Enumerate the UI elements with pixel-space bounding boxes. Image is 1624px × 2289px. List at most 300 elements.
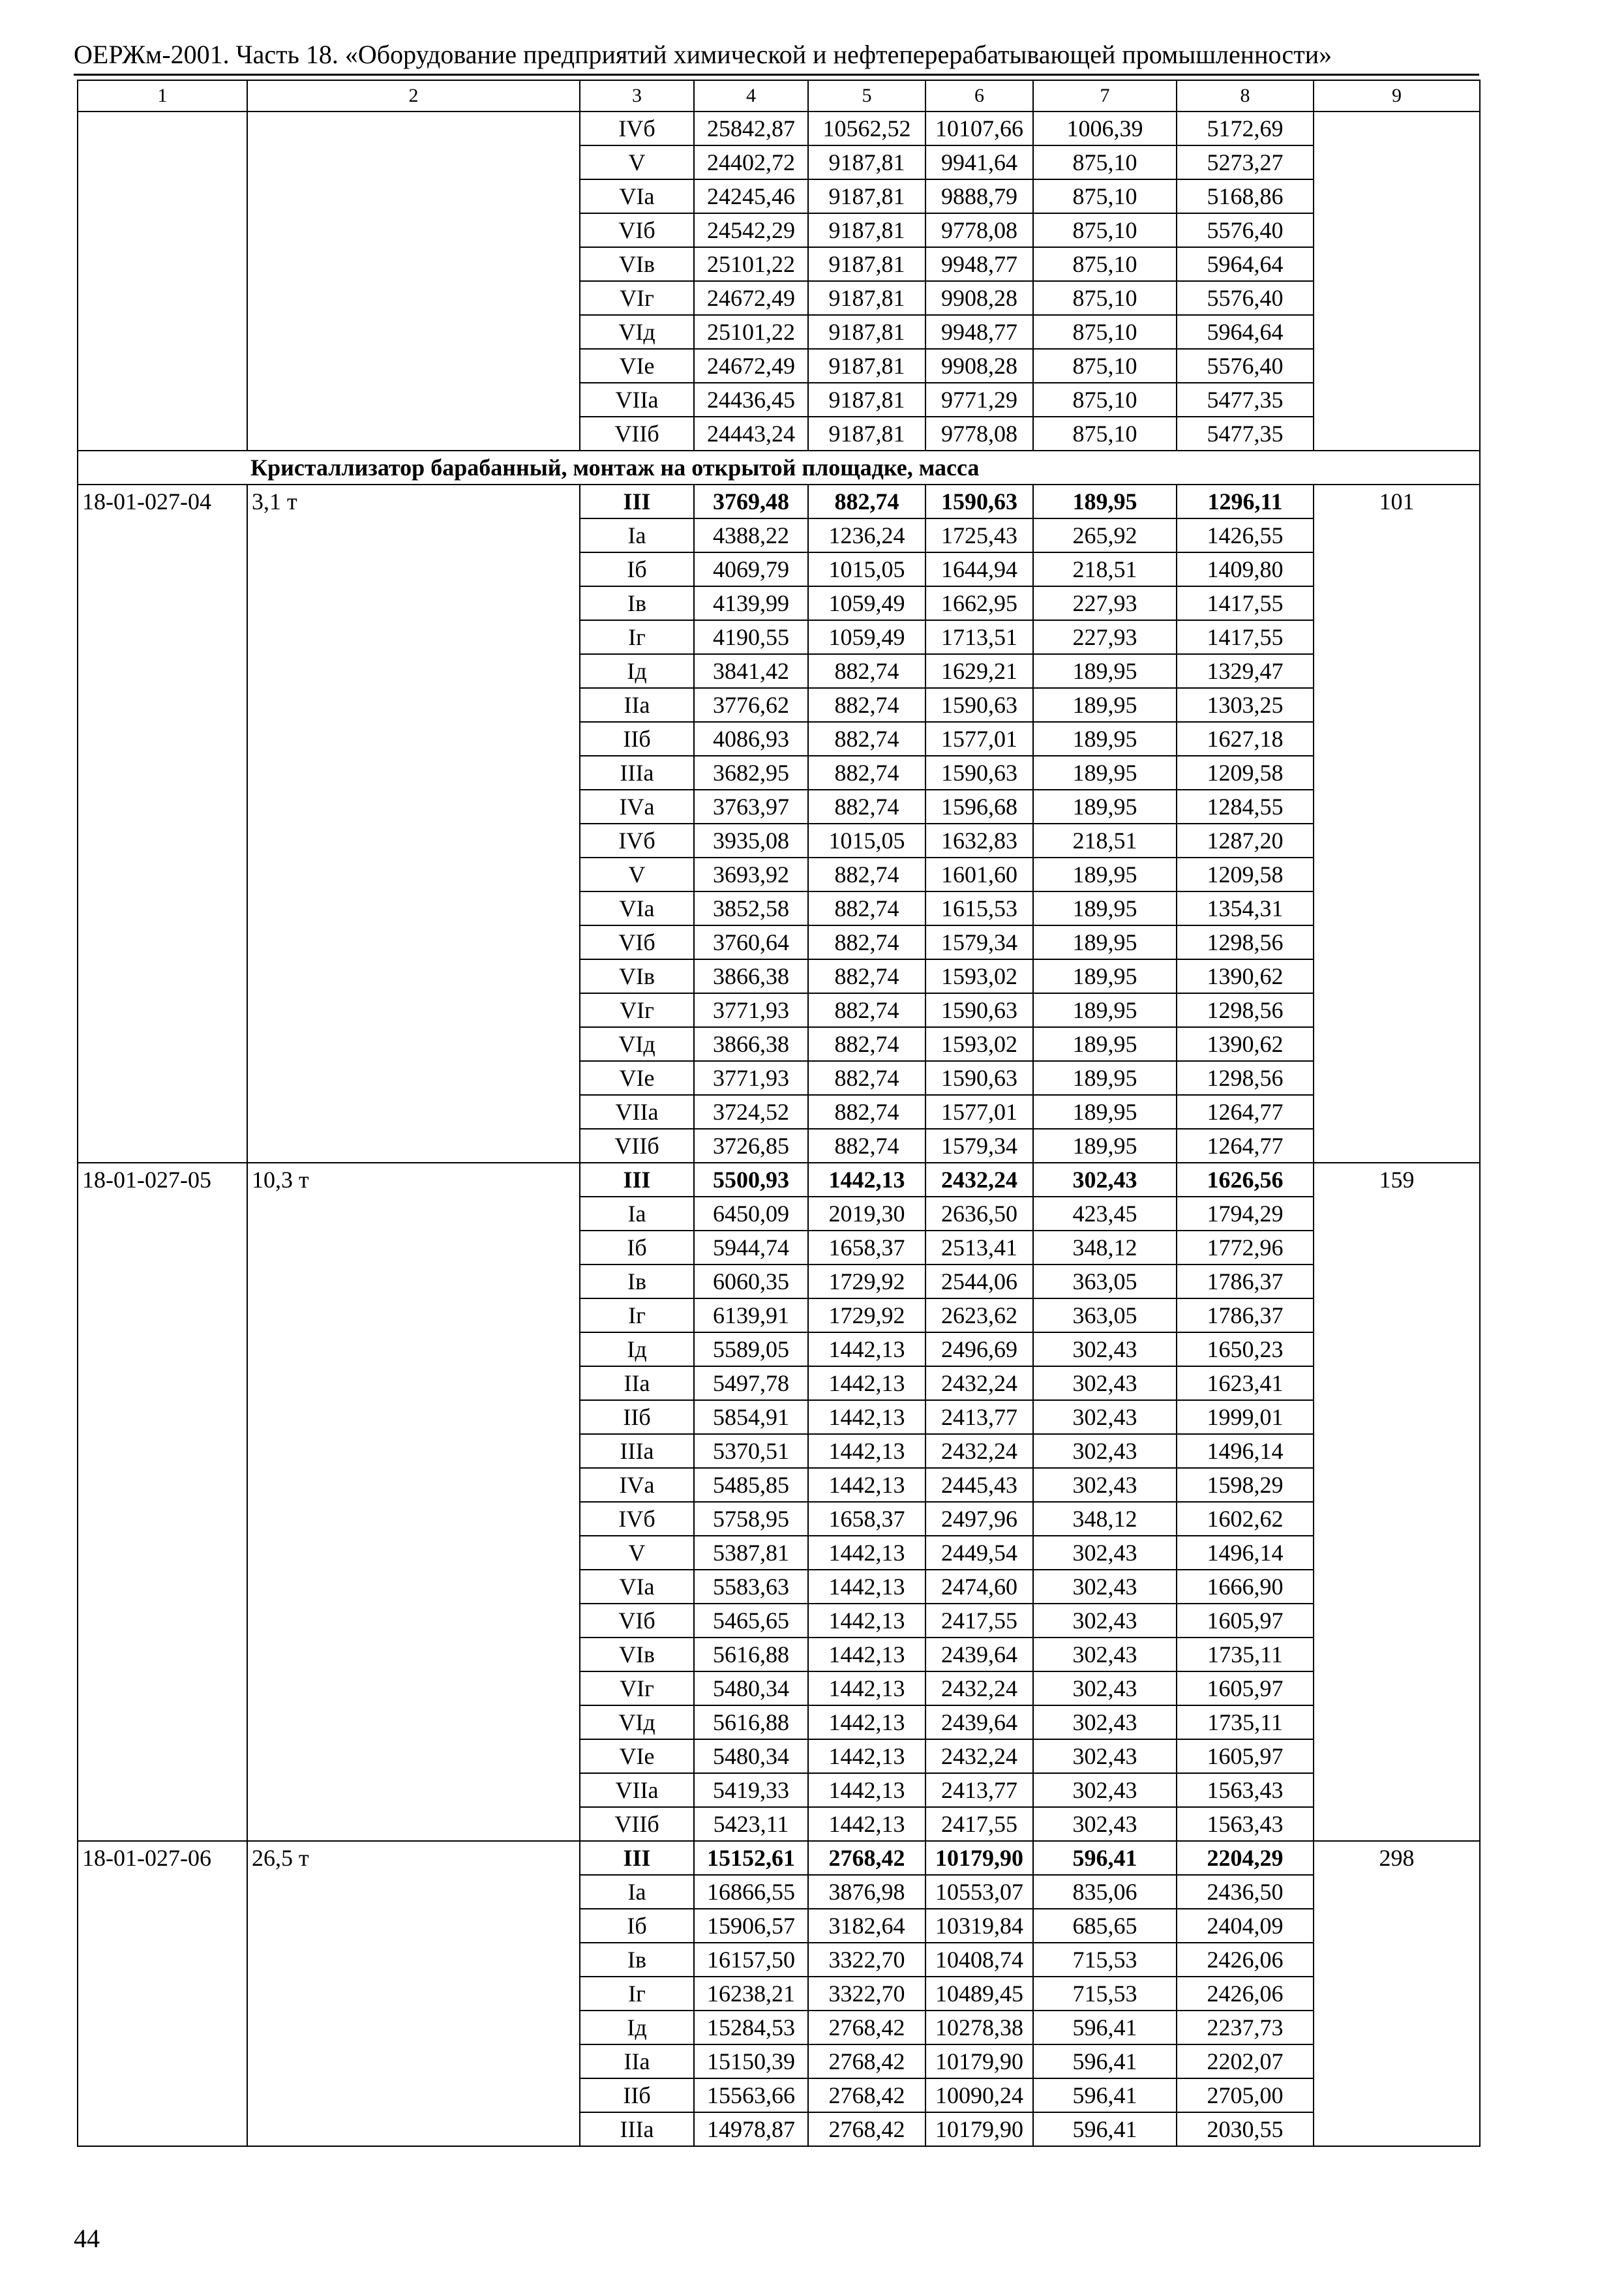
- column-number: 7: [1033, 80, 1177, 112]
- zone-cell: Iа: [580, 518, 694, 552]
- value-cell: 2705,00: [1177, 2078, 1314, 2112]
- column-number: 5: [808, 80, 925, 112]
- value-cell: 875,10: [1033, 247, 1177, 281]
- value-cell: 9187,81: [808, 213, 925, 247]
- header-rule: [74, 74, 1479, 76]
- value-cell: 5465,65: [694, 1604, 808, 1638]
- zone-cell: Iг: [580, 1977, 694, 2011]
- column-9-cell: [1314, 112, 1480, 451]
- zone-cell: III: [580, 1841, 694, 1875]
- value-cell: 5589,05: [694, 1332, 808, 1366]
- value-cell: 189,95: [1033, 654, 1177, 688]
- value-cell: 189,95: [1033, 959, 1177, 993]
- value-cell: 596,41: [1033, 2011, 1177, 2044]
- zone-cell: Iг: [580, 620, 694, 654]
- value-cell: 302,43: [1033, 1773, 1177, 1807]
- value-cell: 302,43: [1033, 1604, 1177, 1638]
- value-cell: 189,95: [1033, 790, 1177, 824]
- zone-cell: VIв: [580, 959, 694, 993]
- value-cell: 9948,77: [925, 315, 1033, 349]
- value-cell: 882,74: [808, 858, 925, 891]
- value-cell: 1596,68: [925, 790, 1033, 824]
- value-cell: 218,51: [1033, 824, 1177, 858]
- value-cell: 2019,30: [808, 1197, 925, 1231]
- value-cell: 1442,13: [808, 1773, 925, 1807]
- value-cell: 2432,24: [925, 1739, 1033, 1773]
- zone-cell: VIIа: [580, 1773, 694, 1807]
- zone-cell: VIд: [580, 1027, 694, 1061]
- value-cell: 3763,97: [694, 790, 808, 824]
- value-cell: 3841,42: [694, 654, 808, 688]
- zone-cell: VIд: [580, 315, 694, 349]
- value-cell: 2768,42: [808, 1841, 925, 1875]
- value-cell: 596,41: [1033, 1841, 1177, 1875]
- zone-cell: Iв: [580, 586, 694, 620]
- value-cell: 875,10: [1033, 383, 1177, 417]
- value-cell: 1236,24: [808, 518, 925, 552]
- value-cell: 4139,99: [694, 586, 808, 620]
- column-number: 1: [78, 80, 247, 112]
- value-cell: 1287,20: [1177, 824, 1314, 858]
- code-cell: 18-01-027-04: [78, 485, 247, 1163]
- value-cell: 882,74: [808, 790, 925, 824]
- value-cell: 1354,31: [1177, 891, 1314, 925]
- value-cell: 1794,29: [1177, 1197, 1314, 1231]
- value-cell: 882,74: [808, 959, 925, 993]
- zone-cell: IIб: [580, 2078, 694, 2112]
- value-cell: 1662,95: [925, 586, 1033, 620]
- value-cell: 10179,90: [925, 1841, 1033, 1875]
- value-cell: 596,41: [1033, 2112, 1177, 2146]
- description-cell: 26,5 т: [247, 1841, 580, 2146]
- value-cell: 5854,91: [694, 1400, 808, 1434]
- value-cell: 25842,87: [694, 112, 808, 145]
- value-cell: 24672,49: [694, 349, 808, 383]
- zone-cell: VIб: [580, 213, 694, 247]
- value-cell: 1577,01: [925, 722, 1033, 756]
- value-cell: 1329,47: [1177, 654, 1314, 688]
- value-cell: 189,95: [1033, 485, 1177, 518]
- value-cell: 1598,29: [1177, 1468, 1314, 1502]
- value-cell: 9187,81: [808, 315, 925, 349]
- value-cell: 10278,38: [925, 2011, 1033, 2044]
- table-row: [78, 112, 1480, 145]
- value-cell: 227,93: [1033, 620, 1177, 654]
- value-cell: 3771,93: [694, 1061, 808, 1095]
- value-cell: 1442,13: [808, 1434, 925, 1468]
- value-cell: 875,10: [1033, 315, 1177, 349]
- value-cell: 1442,13: [808, 1163, 925, 1197]
- value-cell: 10408,74: [925, 1943, 1033, 1977]
- value-cell: 1627,18: [1177, 722, 1314, 756]
- zone-cell: V: [580, 145, 694, 179]
- value-cell: 596,41: [1033, 2044, 1177, 2078]
- value-cell: 875,10: [1033, 213, 1177, 247]
- value-cell: 2432,24: [925, 1163, 1033, 1197]
- value-cell: 2432,24: [925, 1366, 1033, 1400]
- value-cell: 2413,77: [925, 1773, 1033, 1807]
- zone-cell: IIа: [580, 688, 694, 722]
- value-cell: 875,10: [1033, 145, 1177, 179]
- value-cell: 3322,70: [808, 1943, 925, 1977]
- value-cell: 227,93: [1033, 586, 1177, 620]
- zone-cell: VIд: [580, 1705, 694, 1739]
- value-cell: 302,43: [1033, 1536, 1177, 1570]
- value-cell: 189,95: [1033, 1095, 1177, 1129]
- value-cell: 5576,40: [1177, 349, 1314, 383]
- value-cell: 9941,64: [925, 145, 1033, 179]
- value-cell: 1650,23: [1177, 1332, 1314, 1366]
- zone-cell: VIIб: [580, 1807, 694, 1841]
- value-cell: 1729,92: [808, 1264, 925, 1298]
- value-cell: 9187,81: [808, 383, 925, 417]
- zone-cell: VIв: [580, 1638, 694, 1671]
- zone-cell: Iв: [580, 1264, 694, 1298]
- value-cell: 1390,62: [1177, 1027, 1314, 1061]
- value-cell: 302,43: [1033, 1671, 1177, 1705]
- value-cell: 1209,58: [1177, 858, 1314, 891]
- value-cell: 875,10: [1033, 179, 1177, 213]
- value-cell: 9187,81: [808, 179, 925, 213]
- column-number: 8: [1177, 80, 1314, 112]
- code-cell: [78, 112, 247, 451]
- value-cell: 3935,08: [694, 824, 808, 858]
- value-cell: 1999,01: [1177, 1400, 1314, 1434]
- value-cell: 363,05: [1033, 1298, 1177, 1332]
- zone-cell: IIIа: [580, 1434, 694, 1468]
- value-cell: 302,43: [1033, 1366, 1177, 1400]
- code-cell: 18-01-027-06: [78, 1841, 247, 2146]
- value-cell: 1729,92: [808, 1298, 925, 1332]
- value-cell: 882,74: [808, 925, 925, 959]
- value-cell: 189,95: [1033, 993, 1177, 1027]
- value-cell: 9187,81: [808, 417, 925, 451]
- zone-cell: Iд: [580, 654, 694, 688]
- value-cell: 302,43: [1033, 1638, 1177, 1671]
- value-cell: 5497,78: [694, 1366, 808, 1400]
- value-cell: 10179,90: [925, 2112, 1033, 2146]
- value-cell: 2474,60: [925, 1570, 1033, 1604]
- value-cell: 1590,63: [925, 688, 1033, 722]
- value-cell: 1496,14: [1177, 1536, 1314, 1570]
- value-cell: 1632,83: [925, 824, 1033, 858]
- value-cell: 715,53: [1033, 1943, 1177, 1977]
- value-cell: 2439,64: [925, 1638, 1033, 1671]
- value-cell: 189,95: [1033, 1129, 1177, 1163]
- value-cell: 2237,73: [1177, 2011, 1314, 2044]
- value-cell: 882,74: [808, 688, 925, 722]
- value-cell: 302,43: [1033, 1468, 1177, 1502]
- value-cell: 5423,11: [694, 1807, 808, 1841]
- value-cell: 1615,53: [925, 891, 1033, 925]
- value-cell: 302,43: [1033, 1400, 1177, 1434]
- value-cell: 2496,69: [925, 1332, 1033, 1366]
- zone-cell: VIг: [580, 993, 694, 1027]
- value-cell: 3760,64: [694, 925, 808, 959]
- value-cell: 2544,06: [925, 1264, 1033, 1298]
- value-cell: 4388,22: [694, 518, 808, 552]
- value-cell: 10562,52: [808, 112, 925, 145]
- value-cell: 9187,81: [808, 145, 925, 179]
- value-cell: 5964,64: [1177, 247, 1314, 281]
- value-cell: 4069,79: [694, 552, 808, 586]
- value-cell: 302,43: [1033, 1807, 1177, 1841]
- zone-cell: IVа: [580, 1468, 694, 1502]
- value-cell: 363,05: [1033, 1264, 1177, 1298]
- zone-cell: Iв: [580, 1943, 694, 1977]
- zone-cell: VIе: [580, 1739, 694, 1773]
- value-cell: 1563,43: [1177, 1773, 1314, 1807]
- value-cell: 3866,38: [694, 1027, 808, 1061]
- value-cell: 5477,35: [1177, 417, 1314, 451]
- value-cell: 302,43: [1033, 1332, 1177, 1366]
- description-cell: 10,3 т: [247, 1163, 580, 1841]
- value-cell: 1417,55: [1177, 620, 1314, 654]
- value-cell: 189,95: [1033, 688, 1177, 722]
- zone-cell: IVа: [580, 790, 694, 824]
- value-cell: 1605,97: [1177, 1671, 1314, 1705]
- value-cell: 5616,88: [694, 1638, 808, 1671]
- value-cell: 882,74: [808, 1129, 925, 1163]
- zone-cell: Iа: [580, 1875, 694, 1909]
- section-title: Кристаллизатор барабанный, монтаж на открытой площадке, масса: [250, 455, 980, 481]
- value-cell: 1593,02: [925, 1027, 1033, 1061]
- value-cell: 9187,81: [808, 349, 925, 383]
- value-cell: 5576,40: [1177, 213, 1314, 247]
- value-cell: 1442,13: [808, 1332, 925, 1366]
- value-cell: 10553,07: [925, 1875, 1033, 1909]
- value-cell: 2623,62: [925, 1298, 1033, 1332]
- value-cell: 875,10: [1033, 349, 1177, 383]
- column-number: 4: [694, 80, 808, 112]
- value-cell: 9948,77: [925, 247, 1033, 281]
- zone-cell: III: [580, 1163, 694, 1197]
- column-number: 2: [247, 80, 580, 112]
- value-cell: 189,95: [1033, 858, 1177, 891]
- value-cell: 1059,49: [808, 586, 925, 620]
- value-cell: 1426,55: [1177, 518, 1314, 552]
- value-cell: 9778,08: [925, 213, 1033, 247]
- value-cell: 1590,63: [925, 485, 1033, 518]
- column-number: 9: [1314, 80, 1480, 112]
- value-cell: 3682,95: [694, 756, 808, 790]
- value-cell: 2636,50: [925, 1197, 1033, 1231]
- value-cell: 5758,95: [694, 1502, 808, 1536]
- value-cell: 2768,42: [808, 2011, 925, 2044]
- zone-cell: VIIб: [580, 1129, 694, 1163]
- value-cell: 882,74: [808, 654, 925, 688]
- value-cell: 189,95: [1033, 1061, 1177, 1095]
- zone-cell: IVб: [580, 1502, 694, 1536]
- value-cell: 1786,37: [1177, 1298, 1314, 1332]
- zone-cell: Iд: [580, 1332, 694, 1366]
- value-cell: 5485,85: [694, 1468, 808, 1502]
- value-cell: 1605,97: [1177, 1604, 1314, 1638]
- value-cell: 5370,51: [694, 1434, 808, 1468]
- value-cell: 15563,66: [694, 2078, 808, 2112]
- value-cell: 1593,02: [925, 959, 1033, 993]
- value-cell: 9187,81: [808, 281, 925, 315]
- value-cell: 189,95: [1033, 756, 1177, 790]
- value-cell: 1590,63: [925, 993, 1033, 1027]
- value-cell: 1623,41: [1177, 1366, 1314, 1400]
- value-cell: 1626,56: [1177, 1163, 1314, 1197]
- column-number: 6: [925, 80, 1033, 112]
- value-cell: 5944,74: [694, 1231, 808, 1264]
- value-cell: 5500,93: [694, 1163, 808, 1197]
- value-cell: 9778,08: [925, 417, 1033, 451]
- value-cell: 4190,55: [694, 620, 808, 654]
- zone-cell: VIв: [580, 247, 694, 281]
- zone-cell: VIа: [580, 179, 694, 213]
- value-cell: 1284,55: [1177, 790, 1314, 824]
- value-cell: 2768,42: [808, 2044, 925, 2078]
- column-number: 3: [580, 80, 694, 112]
- value-cell: 5616,88: [694, 1705, 808, 1739]
- zone-cell: Iа: [580, 1197, 694, 1231]
- value-cell: 1590,63: [925, 1061, 1033, 1095]
- value-cell: 3876,98: [808, 1875, 925, 1909]
- value-cell: 1772,96: [1177, 1231, 1314, 1264]
- zone-cell: VIг: [580, 1671, 694, 1705]
- value-cell: 1786,37: [1177, 1264, 1314, 1298]
- value-cell: 1442,13: [808, 1705, 925, 1739]
- value-cell: 2404,09: [1177, 1909, 1314, 1943]
- value-cell: 5168,86: [1177, 179, 1314, 213]
- value-cell: 3726,85: [694, 1129, 808, 1163]
- zone-cell: VIг: [580, 281, 694, 315]
- column-9-cell: 298: [1314, 1841, 1480, 2146]
- value-cell: 1298,56: [1177, 993, 1314, 1027]
- value-cell: 189,95: [1033, 925, 1177, 959]
- page-number: 44: [74, 2224, 100, 2253]
- value-cell: 1209,58: [1177, 756, 1314, 790]
- value-cell: 1644,94: [925, 552, 1033, 586]
- value-cell: 2426,06: [1177, 1943, 1314, 1977]
- value-cell: 2445,43: [925, 1468, 1033, 1502]
- column-9-cell: 101: [1314, 485, 1480, 1163]
- value-cell: 10179,90: [925, 2044, 1033, 2078]
- code-cell: 18-01-027-05: [78, 1163, 247, 1841]
- value-cell: 9908,28: [925, 349, 1033, 383]
- value-cell: 302,43: [1033, 1739, 1177, 1773]
- zone-cell: V: [580, 1536, 694, 1570]
- value-cell: 1298,56: [1177, 1061, 1314, 1095]
- value-cell: 1579,34: [925, 925, 1033, 959]
- value-cell: 5172,69: [1177, 112, 1314, 145]
- value-cell: 1735,11: [1177, 1638, 1314, 1671]
- value-cell: 1735,11: [1177, 1705, 1314, 1739]
- value-cell: 2439,64: [925, 1705, 1033, 1739]
- value-cell: 302,43: [1033, 1570, 1177, 1604]
- value-cell: 835,06: [1033, 1875, 1177, 1909]
- value-cell: 302,43: [1033, 1705, 1177, 1739]
- value-cell: 4086,93: [694, 722, 808, 756]
- value-cell: 882,74: [808, 1061, 925, 1095]
- value-cell: 2497,96: [925, 1502, 1033, 1536]
- value-cell: 1658,37: [808, 1231, 925, 1264]
- value-cell: 1296,11: [1177, 485, 1314, 518]
- zone-cell: Iг: [580, 1298, 694, 1332]
- value-cell: 2768,42: [808, 2112, 925, 2146]
- value-cell: 10090,24: [925, 2078, 1033, 2112]
- value-cell: 882,74: [808, 756, 925, 790]
- value-cell: 1442,13: [808, 1739, 925, 1773]
- value-cell: 5583,63: [694, 1570, 808, 1604]
- zone-cell: VIб: [580, 925, 694, 959]
- value-cell: 3322,70: [808, 1977, 925, 2011]
- value-cell: 24436,45: [694, 383, 808, 417]
- value-cell: 2513,41: [925, 1231, 1033, 1264]
- value-cell: 9187,81: [808, 247, 925, 281]
- value-cell: 302,43: [1033, 1163, 1177, 1197]
- value-cell: 2413,77: [925, 1400, 1033, 1434]
- value-cell: 5387,81: [694, 1536, 808, 1570]
- value-cell: 9908,28: [925, 281, 1033, 315]
- value-cell: 3724,52: [694, 1095, 808, 1129]
- value-cell: 2426,06: [1177, 1977, 1314, 2011]
- value-cell: 1264,77: [1177, 1095, 1314, 1129]
- value-cell: 882,74: [808, 722, 925, 756]
- zone-cell: VIIа: [580, 383, 694, 417]
- value-cell: 2202,07: [1177, 2044, 1314, 2078]
- value-cell: 882,74: [808, 891, 925, 925]
- price-table: [77, 80, 1481, 2147]
- value-cell: 1442,13: [808, 1604, 925, 1638]
- value-cell: 14978,87: [694, 2112, 808, 2146]
- value-cell: 1006,39: [1033, 112, 1177, 145]
- value-cell: 875,10: [1033, 281, 1177, 315]
- value-cell: 10319,84: [925, 1909, 1033, 1943]
- value-cell: 1417,55: [1177, 586, 1314, 620]
- value-cell: 1015,05: [808, 552, 925, 586]
- value-cell: 6139,91: [694, 1298, 808, 1332]
- value-cell: 5477,35: [1177, 383, 1314, 417]
- value-cell: 1563,43: [1177, 1807, 1314, 1841]
- value-cell: 1442,13: [808, 1570, 925, 1604]
- zone-cell: VIа: [580, 891, 694, 925]
- value-cell: 2030,55: [1177, 2112, 1314, 2146]
- value-cell: 3852,58: [694, 891, 808, 925]
- value-cell: 3769,48: [694, 485, 808, 518]
- value-cell: 2449,54: [925, 1536, 1033, 1570]
- value-cell: 1442,13: [808, 1671, 925, 1705]
- zone-cell: Iб: [580, 1909, 694, 1943]
- value-cell: 5480,34: [694, 1739, 808, 1773]
- description-cell: [247, 112, 580, 451]
- value-cell: 1579,34: [925, 1129, 1033, 1163]
- value-cell: 3182,64: [808, 1909, 925, 1943]
- value-cell: 5419,33: [694, 1773, 808, 1807]
- value-cell: 6060,35: [694, 1264, 808, 1298]
- description-cell: 3,1 т: [247, 485, 580, 1163]
- value-cell: 1577,01: [925, 1095, 1033, 1129]
- value-cell: 6450,09: [694, 1197, 808, 1231]
- zone-cell: IIа: [580, 2044, 694, 2078]
- section-title-cell: [78, 451, 1480, 485]
- value-cell: 2417,55: [925, 1807, 1033, 1841]
- value-cell: 3693,92: [694, 858, 808, 891]
- value-cell: 24443,24: [694, 417, 808, 451]
- value-cell: 1713,51: [925, 620, 1033, 654]
- table-row: [78, 1841, 1480, 1875]
- value-cell: 1264,77: [1177, 1129, 1314, 1163]
- value-cell: 2417,55: [925, 1604, 1033, 1638]
- table-row: [78, 485, 1480, 518]
- value-cell: 423,45: [1033, 1197, 1177, 1231]
- value-cell: 15906,57: [694, 1909, 808, 1943]
- value-cell: 1390,62: [1177, 959, 1314, 993]
